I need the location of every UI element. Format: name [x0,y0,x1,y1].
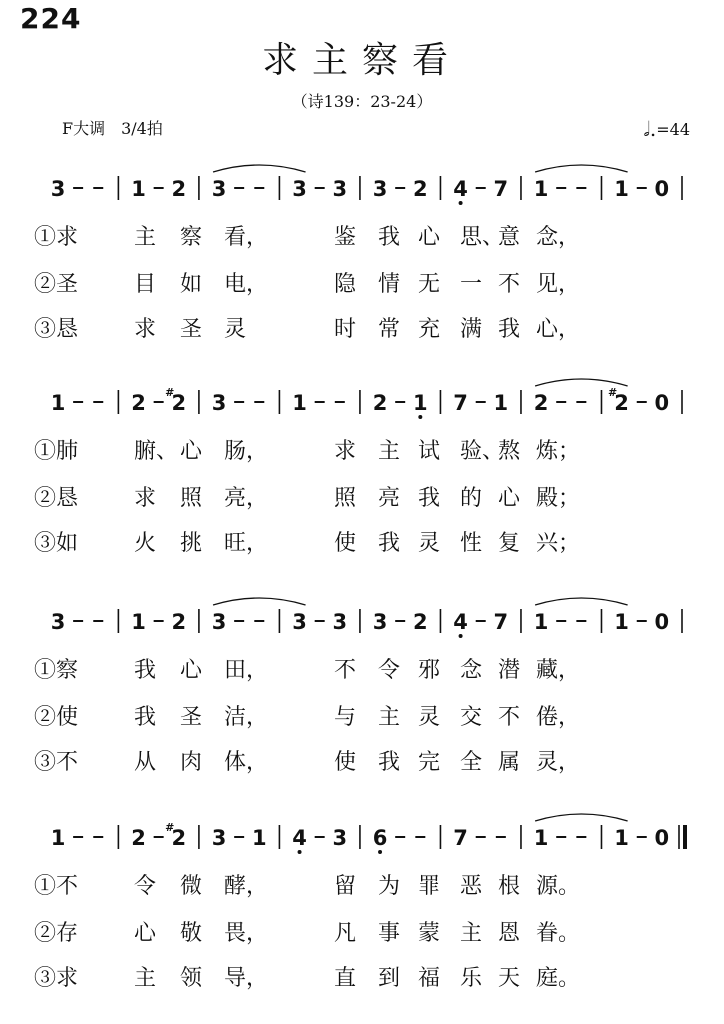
lyric-syllable: 酵， [224,874,269,899]
lyric-syllable: 不 [498,272,521,297]
lyric-syllable: 念， [536,225,581,250]
note-digit: 2 [171,391,187,415]
lyric-syllable: 复 [498,531,521,556]
note-digit: 3 [292,177,307,201]
lyric-syllable: 腑、 [134,439,179,464]
lyric-syllable: 思、 [460,225,505,250]
note-digit: 3 [332,610,348,634]
lyric-syllable: 留 [334,874,357,899]
lyric-syllable: 亮， [224,486,269,511]
note-digit: 1 [533,610,549,634]
lyric-syllable: 心 [134,921,157,946]
note-digit: 2 [372,391,388,415]
lyric-syllable: 交 [460,705,483,730]
note-digit: 7 [493,177,509,201]
lyric-syllable: 求 [134,486,157,511]
note-digit: 1 [493,391,509,415]
lyric-syllable: 意 [498,225,521,250]
lyric-syllable: 全 [460,750,483,775]
note-digit: 1 [131,177,146,201]
note-digit: 2 [171,610,187,634]
note-digit: 1 [614,826,629,850]
low-octave-dot [459,634,463,638]
scripture-reference: （诗139：23-24） [291,92,433,111]
lyric-syllable: 我 [378,750,401,775]
lyric-syllable: 肉 [180,750,203,775]
lyric-syllable: 畏， [224,921,269,946]
lyric-syllable: 照 [180,486,203,511]
lyric-syllable: 电， [224,272,269,297]
tie-arc [535,814,628,821]
lyric-syllable: 灵 [418,531,441,556]
lyric-syllable: 我 [378,225,401,250]
lyric-syllable: 从 [134,750,157,775]
lyric-syllable: 到 [378,966,401,991]
lyric-syllable: 庭。 [536,966,581,991]
lyric-syllable: 属 [498,750,521,775]
note-digit: 3 [211,177,227,201]
sharp-sign: # [608,386,618,399]
lyric-syllable: 令 [134,874,157,899]
lyric-syllable: 目 [134,272,157,297]
lyric-syllable: 如 [180,272,203,297]
note-digit: 3 [372,610,388,634]
lyric-syllable: 殿； [536,486,581,511]
lyric-syllable: 主 [378,439,401,464]
sharp-sign: # [165,386,175,399]
lyric-syllable: ①肺 [34,439,79,464]
lyric-syllable: ①察 [34,658,79,683]
note-digit: 0 [654,610,670,634]
lyric-syllable: 我 [418,486,441,511]
lyric-syllable: 为 [378,874,401,899]
lyric-syllable: 见， [536,272,581,297]
lyric-syllable: 敬 [180,921,203,946]
lyric-syllable: 完 [418,750,441,775]
note-digit: 7 [493,610,509,634]
lyric-syllable: 验、 [460,439,505,464]
note-digit: 3 [211,826,227,850]
lyric-syllable: 藏， [536,658,581,683]
lyric-syllable: 主 [134,966,157,991]
note-digit: 3 [50,610,66,634]
lyric-syllable: 兴； [536,531,581,556]
lyric-syllable: 田， [224,658,269,683]
note-digit: 3 [50,177,66,201]
note-digit: 2 [171,826,187,850]
note-digit: 2 [533,391,549,415]
lyric-syllable: 事 [378,921,401,946]
note-digit: 7 [453,826,468,850]
note-digit: 1 [614,177,629,201]
lyric-syllable: 察 [180,225,203,250]
lyric-syllable: 我 [134,705,157,730]
lyric-syllable: 洁， [224,705,269,730]
lyric-syllable: 令 [378,658,401,683]
note-digit: 1 [50,826,66,850]
lyric-syllable: 眷。 [536,921,581,946]
lyric-syllable: 主 [460,921,483,946]
tie-arc [213,165,306,172]
note-digit: 7 [453,391,468,415]
note-digit: 1 [413,391,428,415]
lyric-syllable: 福 [418,966,441,991]
note-digit: 3 [332,177,348,201]
lyric-syllable: 念 [460,658,483,683]
lyric-syllable: 鉴 [334,225,357,250]
note-digit: 1 [292,391,307,415]
lyric-syllable: 求 [334,439,357,464]
lyric-syllable: 熬 [498,439,521,464]
lyric-syllable: 心， [536,317,581,342]
note-digit: 2 [171,177,187,201]
lyric-syllable: 性 [460,531,483,556]
lyric-syllable: 与 [334,705,357,730]
lyric-syllable: ③如 [34,531,79,556]
note-digit: 4 [453,177,468,201]
note-digit: 2 [131,826,146,850]
lyric-syllable: 亮 [378,486,401,511]
lyric-syllable: 肠， [224,439,269,464]
lyric-syllable: 圣 [180,705,203,730]
lyric-syllable: 灵 [224,317,247,342]
note-digit: 3 [211,391,227,415]
note-digit: 4 [292,826,307,850]
lyric-syllable: ③恳 [34,317,79,342]
note-digit: 3 [372,177,388,201]
lyric-syllable: 我 [498,317,521,342]
low-octave-dot [298,850,302,854]
lyric-syllable: 我 [378,531,401,556]
note-digit: 1 [533,177,549,201]
lyric-syllable: 罪 [418,874,441,899]
lyric-syllable: 不 [498,705,521,730]
lyric-syllable: 源。 [536,874,581,899]
dotted-half-note-icon: 𝅗𝅥. [643,117,657,141]
lyric-syllable: 无 [418,272,441,297]
lyric-syllable: 潜 [498,658,521,683]
lyric-syllable: ③不 [34,750,79,775]
lyric-syllable: 倦， [536,705,581,730]
lyric-syllable: 圣 [180,317,203,342]
note-digit: 2 [614,391,629,415]
sharp-sign: # [165,821,175,834]
lyric-syllable: 直 [334,966,357,991]
lyric-syllable: ②圣 [34,272,79,297]
note-digit: 1 [251,826,267,850]
low-octave-dot [378,850,382,854]
lyric-syllable: 试 [418,439,441,464]
lyric-syllable: 主 [378,705,401,730]
lyric-syllable: 导， [224,966,269,991]
lyric-syllable: 恩 [498,921,521,946]
note-digit: 2 [413,610,428,634]
lyric-syllable: ②存 [34,921,79,946]
lyric-syllable: 蒙 [418,921,441,946]
lyric-syllable: 隐 [334,272,357,297]
lyric-syllable: 不 [334,658,357,683]
note-digit: 2 [413,177,428,201]
note-digit: 4 [453,610,468,634]
lyric-syllable: 乐 [460,966,483,991]
note-digit: 3 [292,610,307,634]
lyric-syllable: 灵， [536,750,581,775]
lyric-syllable: ①不 [34,874,79,899]
note-digit: 2 [131,391,146,415]
lyric-syllable: 使 [334,750,357,775]
low-octave-dot [459,201,463,205]
lyric-syllable: ③求 [34,966,79,991]
lyric-syllable: ①求 [34,225,79,250]
lyric-syllable: 火 [134,531,157,556]
lyric-syllable: 时 [334,317,357,342]
lyric-syllable: 情 [378,272,401,297]
note-digit: 6 [372,826,388,850]
lyric-syllable: 主 [134,225,157,250]
lyric-syllable: 求 [134,317,157,342]
tie-arc [535,379,628,386]
lyric-syllable: 使 [334,531,357,556]
note-digit: 0 [654,826,670,850]
lyric-syllable: 邪 [418,658,441,683]
lyric-syllable: 满 [460,317,483,342]
tie-arc [535,598,628,605]
lyric-syllable: 灵 [418,705,441,730]
lyric-syllable: 天 [498,966,521,991]
lyric-syllable: 凡 [334,921,357,946]
lyric-syllable: 心 [180,658,203,683]
hymn-number: 224 [20,2,82,35]
lyric-syllable: 心 [180,439,203,464]
lyric-syllable: 常 [378,317,401,342]
lyric-syllable: 看， [224,225,269,250]
note-digit: 0 [654,177,670,201]
note-digit: 1 [131,610,146,634]
lyric-syllable: 根 [498,874,521,899]
lyric-syllable: 充 [418,317,441,342]
lyric-syllable: 旺， [224,531,269,556]
lyric-syllable: 领 [180,966,203,991]
lyric-syllable: 心 [418,225,441,250]
lyric-syllable: 体， [224,750,269,775]
lyric-syllable: 微 [180,874,203,899]
note-digit: 3 [332,826,348,850]
lyric-syllable: 一 [460,272,483,297]
tie-arc [213,598,306,605]
note-digit: 1 [533,826,549,850]
lyric-syllable: 炼； [536,439,581,464]
lyric-syllable: 恶 [460,874,483,899]
lyric-syllable: ②使 [34,705,79,730]
lyric-syllable: 心 [498,486,521,511]
note-digit: 3 [211,610,227,634]
hymn-title: 求主察看 [261,40,462,81]
lyric-syllable: 照 [334,486,357,511]
tempo-value: =44 [656,120,690,139]
lyric-syllable: 挑 [180,531,203,556]
lyric-syllable: 我 [134,658,157,683]
note-digit: 0 [654,391,670,415]
lyric-syllable: 的 [460,486,483,511]
tie-arc [535,165,628,172]
note-digit: 1 [50,391,66,415]
low-octave-dot [418,415,422,419]
key-signature: F大调 3/4拍 [62,119,163,138]
note-digit: 1 [614,610,629,634]
lyric-syllable: ②恳 [34,486,79,511]
